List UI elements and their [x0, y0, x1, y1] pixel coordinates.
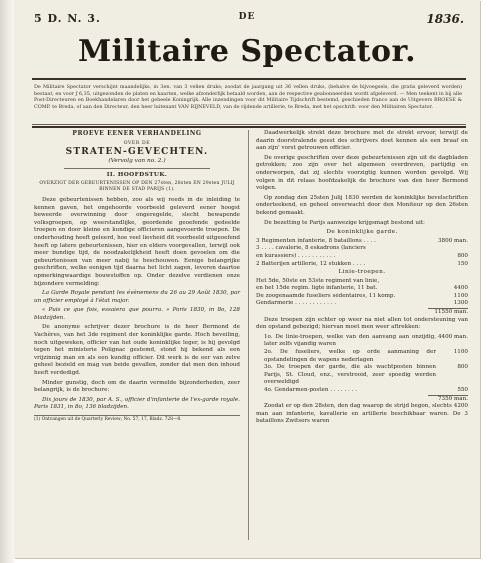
newspaper-page: [14, 0, 480, 558]
intro-rule-bottom: [32, 126, 466, 128]
paragraph: Daadwerkelijk strekt deze brochure met de strekt ervoor, terwijl de daarin doorstralende geest des schrijvers doet kennen als een braaf en aan zijn' vorst getrouwen officier.: [256, 130, 468, 152]
book-spine-edge: [0, 0, 14, 563]
paragraph: De overige geschriften over deze gebeurtenissen zijn uit de dagbladen getrokken; zoo zijn over het algemeen overdreven, partijdig en onderworpen, dat zij slechts voorzigtig kunnen worden gevolgd. Wij volgen in dit relaas hoofdzakelijk de brochure van den heer Bermond volgen.: [256, 154, 468, 192]
troop-total: 11550 man.: [256, 308, 468, 317]
paragraph: De anonyme schrijver dezer brochure is de heer Bermond de Vachères, van het 3de regiment der koninklijke garde. Hoch beveiling, noch uitgeweken, officier van het oude koninklijke leger, is hij gevolgd tegen het ministerie Polignac gestemd, stond hij bekend als een vrijzinnig man en als een kundig officier. Dit werk is de eer van zelve geheel bezield en mag van beide gevallen, zonder dat men den inhoud heeft verdedigd.: [34, 324, 240, 377]
line-troops-heading: Linie-troepen.: [338, 269, 386, 276]
deduction-row: 4o. Gendarmen-posten . . . . . . . . 550: [264, 387, 468, 393]
table-row: 2 Batterijen artillerie, 12 stukken . . . . 150: [256, 260, 468, 267]
issue-year: 1836.: [426, 12, 464, 26]
footnote: (1) Ontvangen uit de Quarterly Review; No. 57, 17, Bladz. 728—8.: [34, 415, 240, 423]
article-heading-over: OVER DE: [123, 140, 151, 146]
paragraph: Deze gebeurtenissen hebben, zoo als wij reeds in de inleiding te kennen gaven, het ongehoorde voorbeeld geleverd eener hoogst beweerde overwinning door ongeregelde, slecht bewapende volksgroepen, op weerstandlijke, geordende geoefende gedeelde troepen en door kleine en kundige officieren aangevoerde troepen. De onderhouding heeft geleerd, hoe veel lievheid dit voorbeeld uitgeoefend heeft op latere gebeurtenissen, hier en elders voorgevallen, terwijl ook meer bundige tijd, de noodzakelijkheid heeft doen gevoelen om die gebeurtenissen van meer nabij te beschouwen. Eenige belangrijke geschriften, welke eenigen tijd daarna het licht zagen, leveren daartoe opmerkingwaardige bouwstoffen op. Onder dezelve verdienen onze bijzondere vermelding:: [34, 196, 240, 287]
left-column: [34, 130, 240, 548]
paragraph: Zoodat er op den 28sten, den dag waarop de strijd begon, slechts 4200 man aan infanterie, kavallerie en artillerie beschikbaar waren. De 3 bataillons Zwitsers waren: [256, 403, 468, 425]
publication-title: Militaire Spectator.: [77, 34, 417, 69]
guard-heading: De koninklijke garde.: [326, 229, 398, 236]
article-title: STRATEN-GEVECHTEN.: [65, 147, 209, 158]
masthead: [14, 0, 480, 80]
masthead-rule: [32, 78, 466, 80]
table-row: Gendarmerie . . . . . . . . . . . . 1300: [256, 300, 468, 307]
article-continuation: (Vervolg van no. 2.): [108, 157, 166, 164]
paragraph: Minder gunstig, doch om de daarin vermelde bijzonderheden, zeer belangrijk, is de brochure:: [34, 379, 240, 394]
intro-rule-top: [32, 124, 466, 125]
deductions-total: 7350 man.: [256, 395, 468, 404]
paragraph: Deze troepen zijn echter op weer na niet allen tot ondersteuning van den opstand gebezigd; hiervan moet men weer aftrekken:: [256, 316, 468, 331]
paragraph-citation: La Garde Royale pendant les évènemens du 26 au 29 Août 1830, par un officier employé à l'état major.: [34, 290, 240, 304]
table-row: en het 15de regim. ligte infanterie, 11 bat. 4400: [256, 285, 468, 292]
deduction-row: 3o. De troepen der garde, die als wachtposten binnen Parijs, St. Cloud, enz., verstrooid, zeer spoedig werden overweldigd 800: [264, 364, 468, 386]
masthead-de: DE: [238, 12, 256, 22]
chapter-title: II. HOOFDSTUK.: [106, 172, 168, 179]
right-column: [256, 130, 468, 548]
table-row: 3 . . . . cavalerie, 8 eskadrons (lanciers: [256, 245, 366, 252]
issue-number: 5 D. N. 3.: [34, 12, 101, 25]
table-row: en kurassiers) . . . . . . . . . . . 800: [256, 252, 468, 259]
table-row: De zoogenaamde fuseliers sédentaires, 11 komp. 1100: [256, 292, 468, 299]
chapter-subtitle: OVERZIGT DER GEBEURTENISSEN OP DEN 27sten, 28sten EN 29sten JULIJ BINNEN DE STAD PARIJS (1).: [39, 180, 235, 192]
paragraph: De bezetting te Parijs aanwezige krijgsmagt bestond uit:: [264, 219, 425, 226]
column-divider: [248, 130, 249, 540]
deduction-row: 2o. De fuseliers, welke op orde aanmaning der opstandelingen de wapens nederlagen 1100: [264, 349, 468, 363]
article-rule: [64, 168, 210, 169]
article-heading: PROEVE EENER VERHANDELING: [72, 130, 202, 137]
table-row: 3 Regimenten infanterie, 8 bataillons . . . . 3800 man.: [256, 237, 468, 244]
table-row: Het 5de, 50ste en 53ste regiment van linie,: [256, 277, 380, 284]
paragraph-citation: Dix jours de 1830, par A. S., officier d'infanterie de l'ex-garde royale. Paris 1831, in 8o, 136 bladzijden.: [34, 396, 240, 411]
paragraph: Op zondag den 25sten Julij 1830 werden de koninklijke bevelschriften onderteekend, en geheel onverwacht door den Moniteur op den 26sten bekend gemaakt.: [256, 194, 468, 216]
paragraph-citation: « Puis ce que fois, essaiera que pourra. » Paris 1830, in 8o, 128 bladzijden.: [34, 307, 240, 321]
deduction-row: 1o. De linie-troepen, welke van den aanvang aan onzijdig, later zelfs vijandig waren 4400 man.: [264, 333, 468, 348]
subscription-notice: De Militaire Spectator verschijnt maandelijks, in 3en. van 3 vellen druks; zoodat de jaargang uit 36 vellen druks, (behalve de bijvoegsels, die gratis geleverd worden) bestaat, en voor ƒ 6,35, uitgezonden de platen en kaarten, welke afzonderlijk betaald worden, aan de respective geabonneerden wordt afgeleverd. — Men teekent in bij alle Post-Directeuren en Boekhandelaren door het geheele Koningrijk. Alle inzendingen voor dit Militaire Tijdschrift bestemd, geschieden franco aan de Uitgevers BROESE & COMP. te Breda, of aan den Directeur, den heer luitenant VAN RIJNEVELD, van de rijdende artillerie, te Breda, met het opschrift: voor den Militairen Spectator.: [34, 84, 462, 110]
